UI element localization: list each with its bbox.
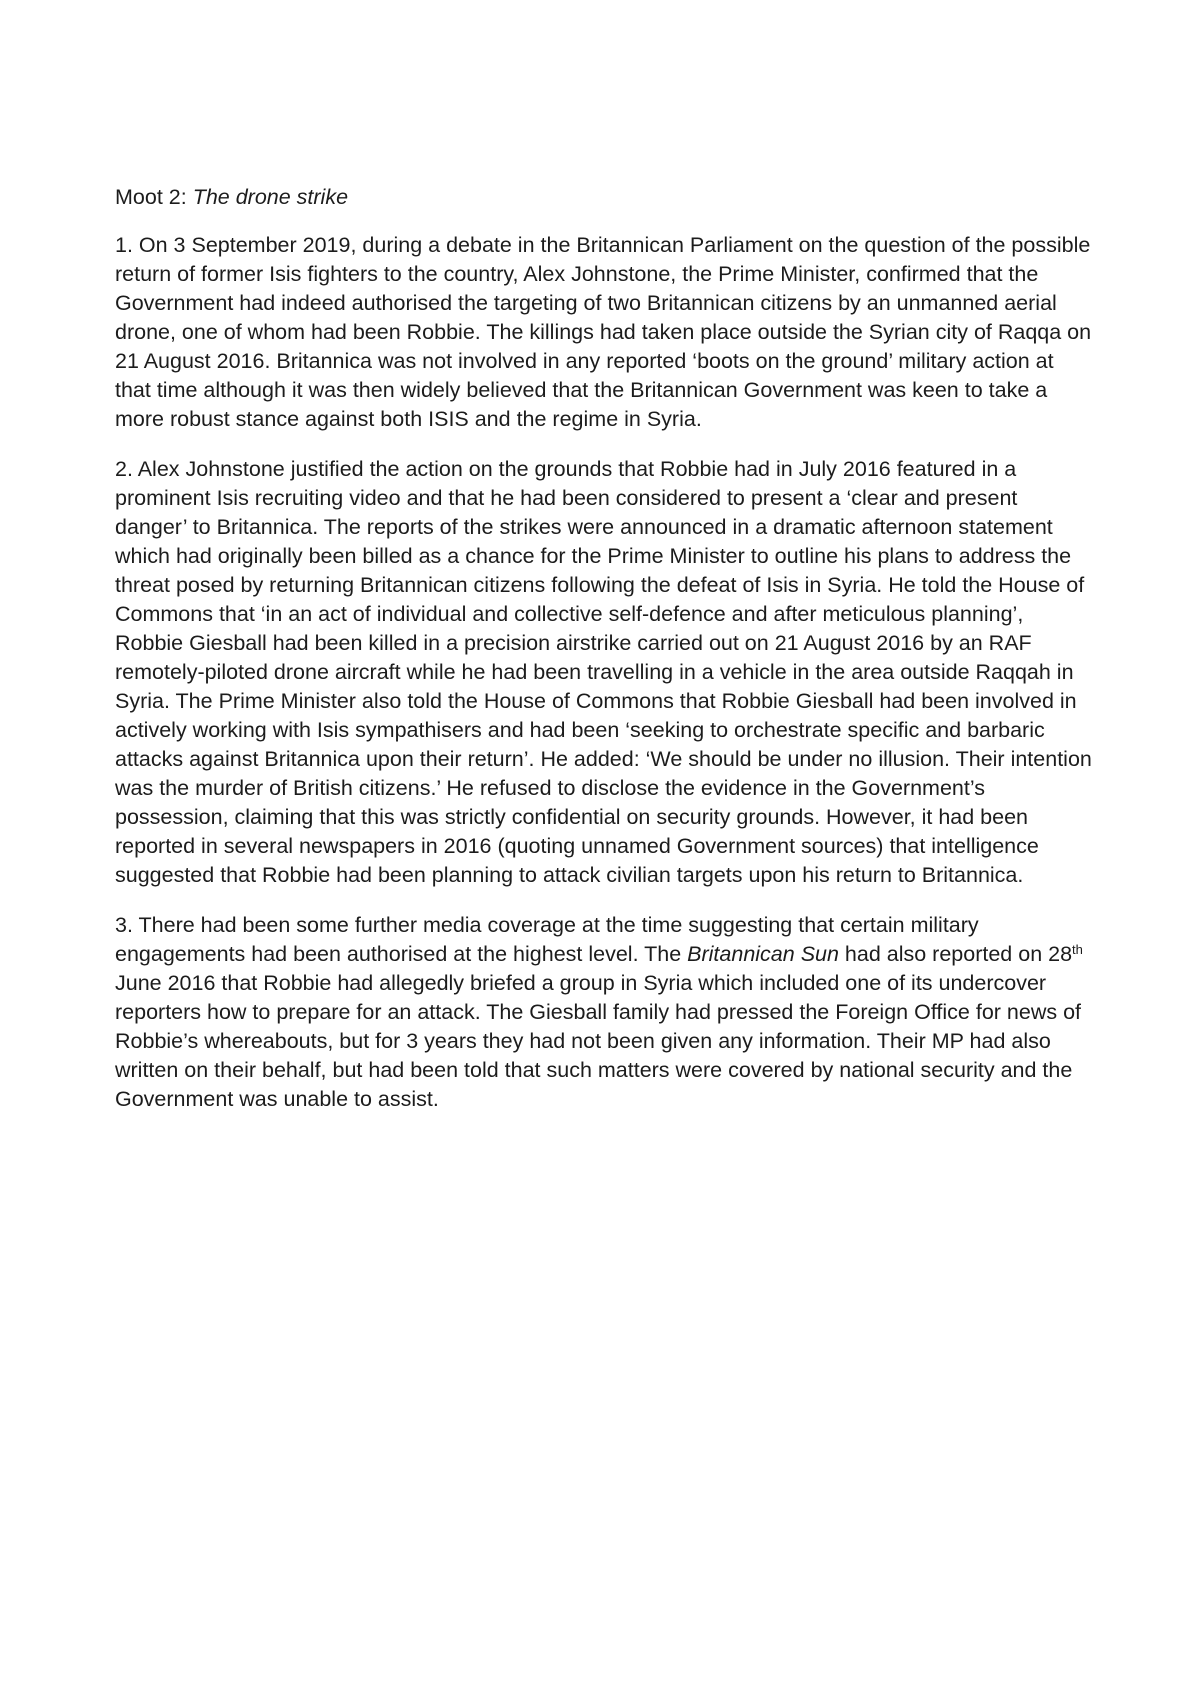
paragraph-3-part-c: June 2016 that Robbie had allegedly briefed a group in Syria which included one of its undercover reporters how to prepare for an attack. The Giesball family had pressed the Foreign Office for news of Robbie’s whereabouts, but for 3 years they had not been given any information. Their MP had also written on their behalf, but had been told that such matters were covered by national security and the Government was unable to assist. <box>115 971 1081 1111</box>
paragraph-1: 1. On 3 September 2019, during a debate in the Britannican Parliament on the question of the possible return of former Isis fighters to the country, Alex Johnstone, the Prime Minister, confirmed that the Government had indeed authorised the targeting of two Britannican citizens by an unmanned aerial drone, one of whom had been Robbie. The killings had taken place outside the Syrian city of Raqqa on 21 August 2016. Britannica was not involved in any reported ‘boots on the ground’ military action at that time although it was then widely believed that the Britannican Government was keen to take a more robust stance against both ISIS and the regime in Syria. <box>115 233 1092 431</box>
document-title <box>115 183 1095 212</box>
paragraph-3 <box>115 911 1095 1114</box>
newspaper-name: Britannican Sun <box>687 942 839 966</box>
title-italic: The drone strike <box>192 185 349 209</box>
ordinal-suffix: th <box>1072 942 1083 957</box>
document-page <box>115 183 1095 1135</box>
title-prefix: Moot 2: <box>115 185 193 209</box>
paragraph-3-part-a: 3. There had been some further media coverage at the time suggesting that certain military engagements had been authorised at the highest level. The <box>115 913 979 966</box>
paragraph-2: 2. Alex Johnstone justified the action on the grounds that Robbie had in July 2016 featured in a prominent Isis recruiting video and that he had been considered to present a ‘clear and present danger’ to Britannica. The reports of the strikes were announced in a dramatic afternoon statement which had originally been billed as a chance for the Prime Minister to outline his plans to address the threat posed by returning Britannican citizens following the defeat of Isis in Syria. He told the House of Commons that ‘in an act of individual and collective self-defence and after meticulous planning’, Robbie Giesball had been killed in a precision airstrike carried out on 21 August 2016 by an RAF remotely-piloted drone aircraft while he had been travelling in a vehicle in the area outside Raqqah in Syria. The Prime Minister also told the House of Commons that Robbie Giesball had been involved in actively working with Isis sympathisers and had been ‘seeking to orchestrate specific and barbaric attacks against Britannica upon their return’. He added: ‘We should be under no illusion. Their intention was the murder of British citizens.’ He refused to disclose the evidence in the Government’s possession, claiming that this was strictly confidential on security grounds. However, it had been reported in several newspapers in 2016 (quoting unnamed Government sources) that intelligence suggested that Robbie had been planning to attack civilian targets upon his return to Britannica. <box>115 457 1092 887</box>
paragraph-3-part-b: had also reported on 28 <box>838 942 1073 966</box>
